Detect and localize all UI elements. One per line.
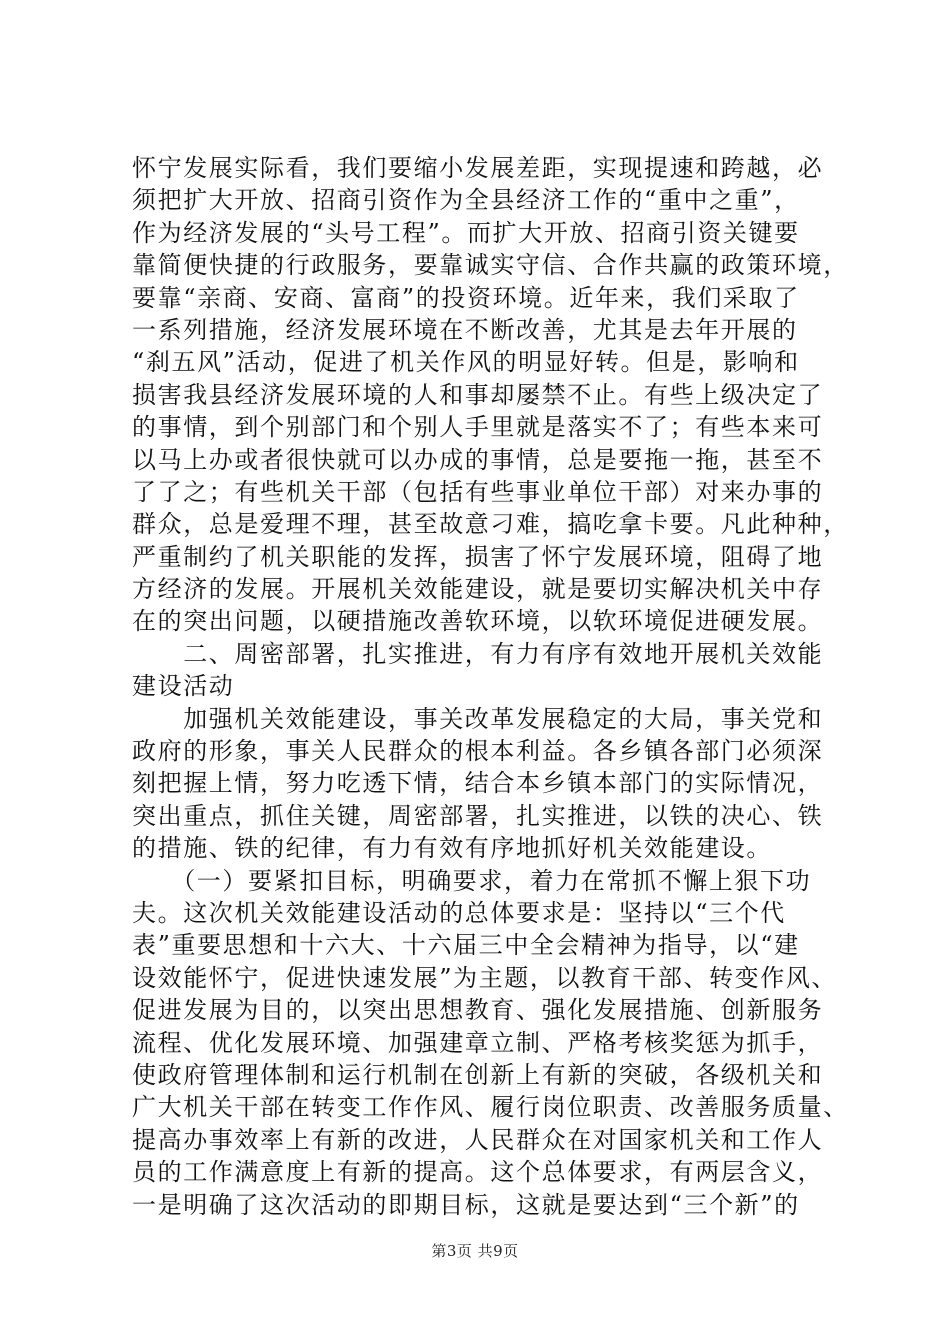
text-line: 的事情，到个别部门和个别人手里就是落实不了；有些本来可 xyxy=(132,413,824,442)
document-body xyxy=(132,152,849,1221)
text-line: 夫。这次机关效能建设活动的总体要求是：坚持以“三个代 xyxy=(132,898,786,927)
text-line: 广大机关干部在转变工作作风、履行岗位职责、改善服务质量、 xyxy=(132,1093,849,1122)
text-line: 使政府管理体制和运行机制在创新上有新的突破，各级机关和 xyxy=(132,1060,824,1089)
text-line: 靠简便快捷的行政服务，要靠诚实守信、合作共赢的政策环境， xyxy=(132,251,849,280)
text-line: 政府的形象，事关人民群众的根本利益。各乡镇各部门必须深 xyxy=(132,737,824,766)
text-line: 方经济的发展。开展机关效能建设，就是要切实解决机关中存 xyxy=(132,575,824,604)
text-line: 二、周密部署，扎实推进，有力有序有效地开展机关效能 xyxy=(132,639,824,668)
text-line: 了了之；有些机关干部（包括有些事业单位干部）对来办事的 xyxy=(132,477,824,506)
text-line: 员的工作满意度上有新的提高。这个总体要求，有两层含义， xyxy=(132,1158,824,1187)
text-line: 作为经济发展的“头号工程”。而扩大开放、招商引资关键要 xyxy=(132,218,800,247)
text-line: 严重制约了机关职能的发挥，损害了怀宁发展环境，阻碍了地 xyxy=(132,542,824,571)
text-line: 以马上办或者很快就可以办成的事情，总是要拖一拖，甚至不 xyxy=(132,445,824,474)
text-line: 加强机关效能建设，事关改革发展稳定的大局，事关党和 xyxy=(132,704,824,733)
text-line: 须把扩大开放、招商引资作为全县经济工作的“重中之重”， xyxy=(132,186,800,215)
text-line: 流程、优化发展环境、加强建章立制、严格考核奖惩为抓手， xyxy=(132,1028,824,1057)
page-number-footer: 第3页 共9页 xyxy=(431,1242,519,1260)
text-line: 促进发展为目的，以突出思想教育、强化发展措施、创新服务 xyxy=(132,996,824,1025)
text-line: 损害我县经济发展环境的人和事却屡禁不止。有些上级决定了 xyxy=(132,380,824,409)
text-line: 在的突出问题，以硬措施改善软环境，以软环境促进硬发展。 xyxy=(132,607,824,636)
text-line: 一是明确了这次活动的即期目标，这就是要达到“三个新”的 xyxy=(132,1190,800,1219)
text-line: 要靠“亲商、安商、富商”的投资环境。近年来，我们采取了 xyxy=(132,283,800,312)
text-line: （一）要紧扣目标，明确要求，着力在常抓不懈上狠下功 xyxy=(132,866,812,895)
text-line: 突出重点，抓住关键，周密部署，扎实推进，以铁的决心、铁 xyxy=(132,801,824,830)
text-line: 设效能怀宁，促进快速发展”为主题，以教育干部、转变作风、 xyxy=(132,963,838,992)
text-line: 群众，总是爱理不理，甚至故意刁难，搞吃拿卡要。凡此种种， xyxy=(132,510,849,539)
text-line: 提高办事效率上有新的改进，人民群众在对国家机关和工作人 xyxy=(132,1125,824,1154)
text-line: 一系列措施，经济发展环境在不断改善，尤其是去年开展的 xyxy=(132,315,798,344)
text-line: 表”重要思想和十六大、十六届三中全会精神为指导，以“建 xyxy=(132,931,800,960)
text-line: 刻把握上情，努力吃透下情，结合本乡镇本部门的实际情况， xyxy=(132,769,824,798)
text-line: 的措施、铁的纪律，有力有效有序地抓好机关效能建设。 xyxy=(132,834,772,863)
text-line: “刹五风”活动，促进了机关作风的明显好转。但是，影响和 xyxy=(132,348,800,377)
text-line: 建设活动 xyxy=(132,672,235,701)
text-line: 怀宁发展实际看，我们要缩小发展差距，实现提速和跨越，必 xyxy=(132,154,824,182)
